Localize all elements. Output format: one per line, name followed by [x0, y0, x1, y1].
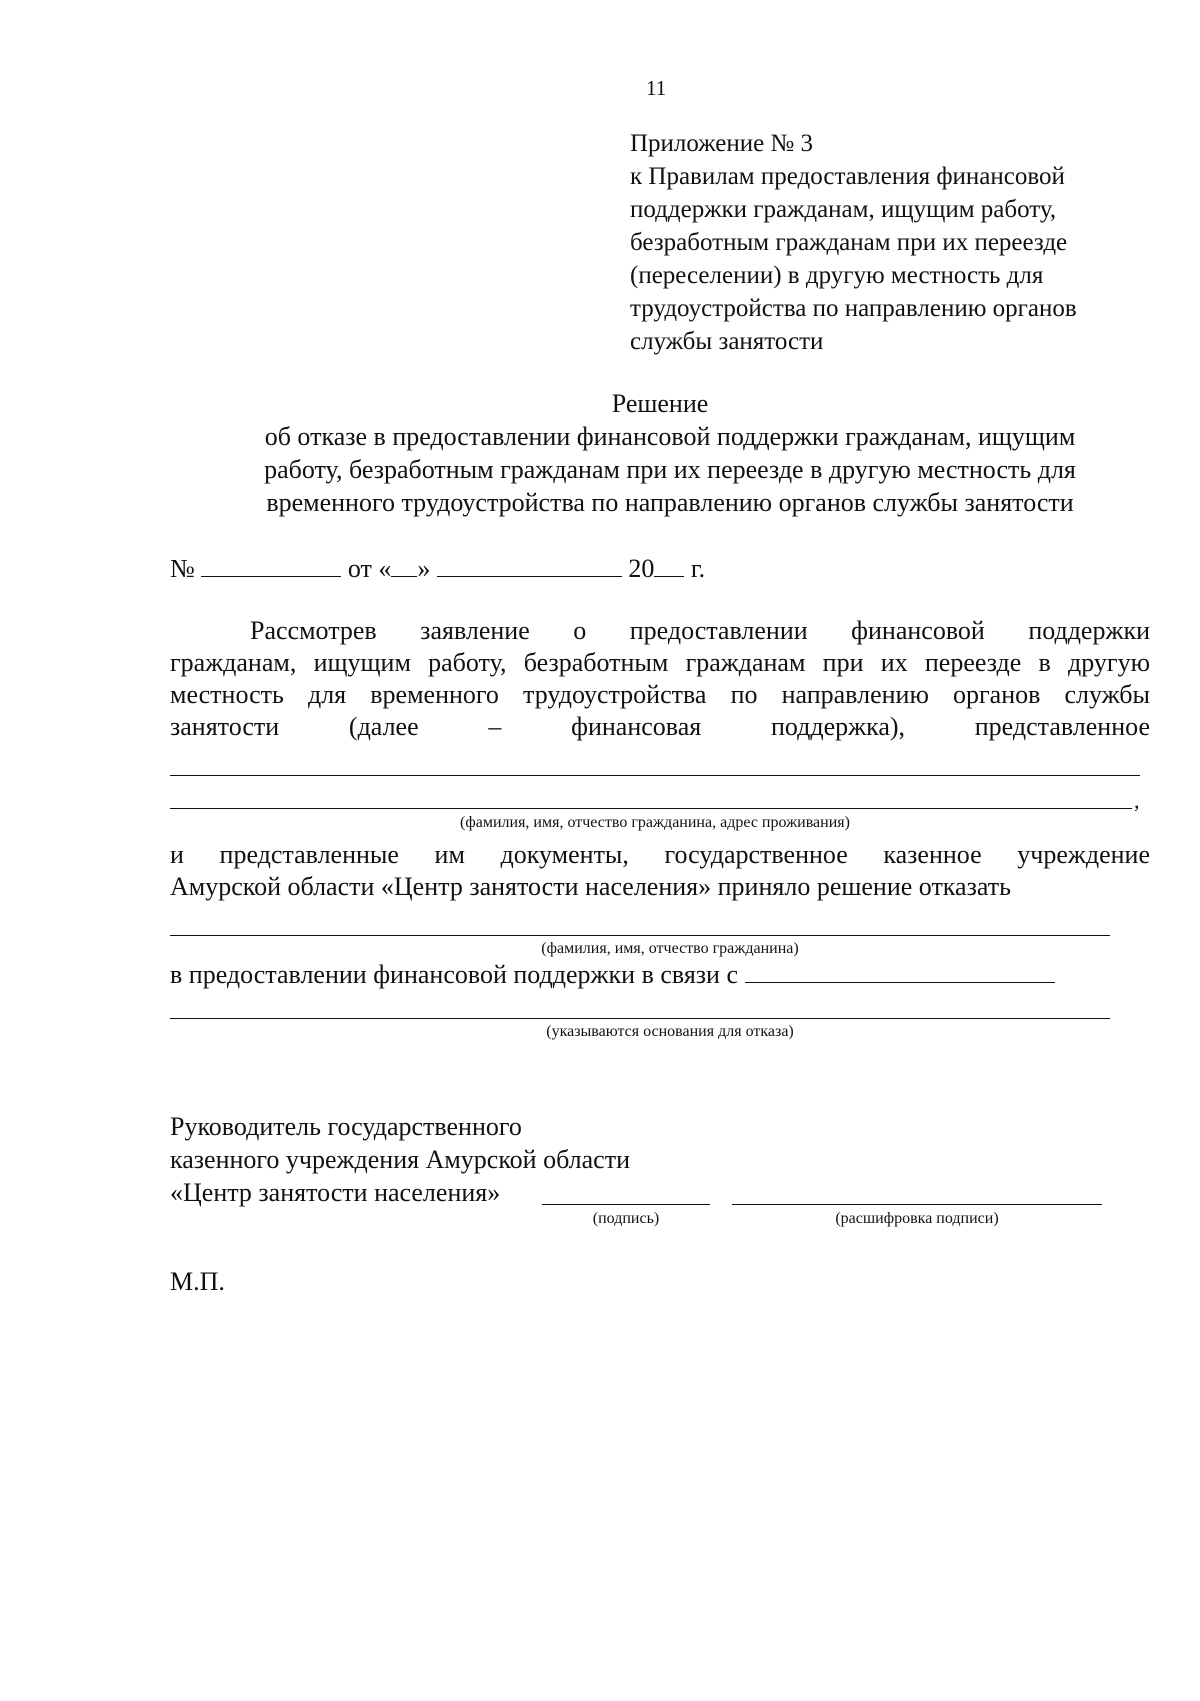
appendix-line: поддержки гражданам, ищущим работу, [630, 196, 1057, 223]
caption-applicant-address: (фамилия, имя, отчество гражданина, адрес проживания) [460, 814, 850, 831]
date-from-label: от « [347, 554, 392, 583]
paragraph-line: гражданам, ищущим работу, безработным гражданам при их переезде в другую [170, 648, 1150, 677]
paragraph-line: и представленные им документы, государственное казенное учреждение [170, 840, 1150, 869]
applicant-name-field-line[interactable] [170, 935, 1110, 936]
year-prefix: 20 [628, 554, 655, 583]
trailing-comma: , [1134, 788, 1140, 813]
year-suffix: г. [690, 554, 706, 583]
paragraph-line: Рассмотрев заявление о предоставлении финансовой поддержки [250, 616, 1150, 645]
appendix-line: к Правилам предоставления финансовой [630, 163, 1065, 190]
refusal-reason-field[interactable] [745, 960, 1055, 983]
subtitle-line: временного трудоустройства по направлению органов службы занятости [266, 488, 1074, 517]
year-field[interactable] [654, 554, 684, 577]
signature-block [170, 1110, 630, 1209]
appendix-line: безработным гражданам при их переезде [630, 229, 1068, 256]
paragraph-line: Амурской области «Центр занятости населения» приняло решение отказать [170, 872, 1011, 901]
quote-close: » [417, 554, 431, 583]
page-number: 11 [646, 76, 667, 100]
paragraph-decision [170, 839, 1150, 903]
caption-refusal-grounds: (указываются основания для отказа) [546, 1023, 794, 1040]
paragraph-line: занятости (далее – финансовая поддержка), представленное [170, 712, 1150, 741]
appendix-line: (переселении) в другую местность для [630, 262, 1044, 289]
appendix-header [630, 127, 1077, 358]
number-date-line [170, 554, 705, 584]
day-field[interactable] [391, 554, 417, 577]
signatory-line: казенного учреждения Амурской области [170, 1145, 630, 1174]
subtitle-line: об отказе в предоставлении финансовой поддержки гражданам, ищущим [264, 422, 1076, 451]
number-field[interactable] [201, 554, 341, 577]
refusal-text: в предоставлении финансовой поддержки в связи с [170, 960, 739, 989]
paragraph-line: местность для временного трудоустройства по направлению органов службы [170, 680, 1150, 709]
applicant-field-line-2[interactable] [170, 808, 1132, 809]
document-title: Решение [611, 389, 709, 418]
signatory-line: Руководитель государственного [170, 1112, 522, 1141]
refusal-grounds-field-line[interactable] [170, 1018, 1110, 1019]
appendix-title: Приложение № 3 [630, 130, 814, 157]
refusal-reason-line [170, 959, 1170, 991]
paragraph-consideration [170, 615, 1150, 743]
appendix-line: службы занятости [630, 328, 824, 355]
caption-signature-decoding: (расшифровка подписи) [835, 1210, 999, 1227]
stamp-place-mark: М.П. [170, 1267, 225, 1296]
subtitle-line: работу, безработным гражданам при их переезде в другую местность для [264, 455, 1076, 484]
applicant-field-line-1[interactable] [170, 775, 1140, 776]
signature-field-line[interactable] [542, 1204, 710, 1205]
caption-signature: (подпись) [592, 1210, 660, 1227]
caption-applicant-name: (фамилия, имя, отчество гражданина) [541, 940, 799, 957]
month-field[interactable] [437, 554, 622, 577]
signatory-line: «Центр занятости населения» [170, 1178, 501, 1207]
appendix-line: трудоустройства по направлению органов [630, 295, 1077, 322]
number-sign: № [170, 554, 195, 583]
document-subtitle [170, 420, 1170, 519]
signature-decoding-field-line[interactable] [732, 1204, 1102, 1205]
